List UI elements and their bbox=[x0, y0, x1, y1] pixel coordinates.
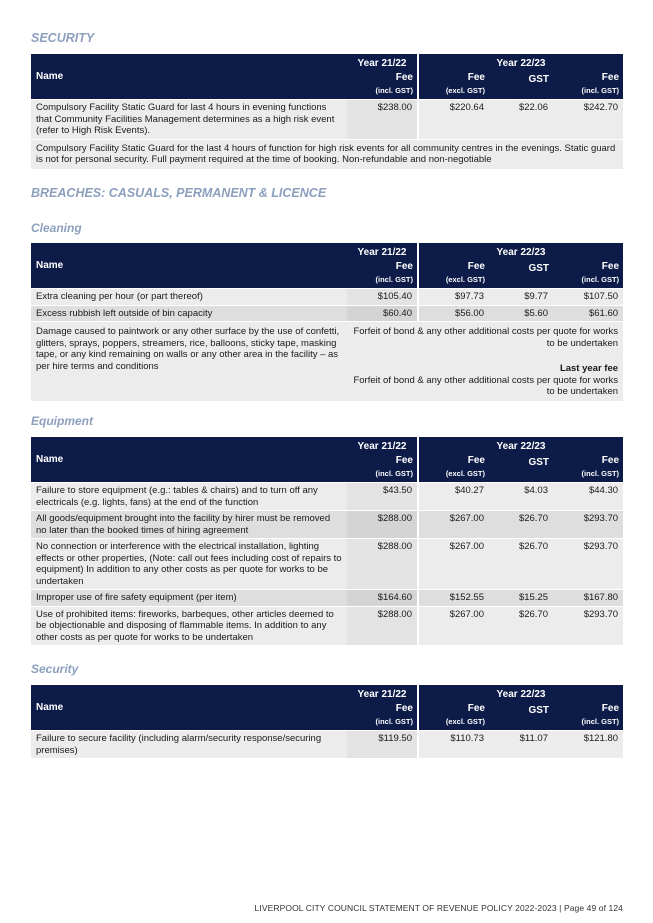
page-footer: LIVERPOOL CITY COUNCIL STATEMENT OF REVENUE POLICY 2022-2023 | Page 49 of 124 bbox=[254, 903, 623, 913]
row-name: Damage caused to paintwork or any other surface by the use of confetti, glitters, sprays, poppers, streamers, rice, balloons, sticky tape, masking tape, or any kind remaining on walls or any other area in the facility – as per hire terms and conditions bbox=[31, 321, 347, 401]
column-header-name: Name bbox=[31, 685, 347, 730]
row-year1-fee: $60.40 bbox=[347, 305, 419, 322]
row-year1-fee: $119.50 bbox=[347, 730, 419, 758]
table-row bbox=[31, 589, 623, 606]
row-year1-fee: $238.00 bbox=[347, 99, 419, 139]
row-name: Failure to secure facility (including alarm/security response/securing premises) bbox=[31, 730, 347, 758]
column-header-year2: Year 22/23 bbox=[419, 243, 623, 260]
row-year1-fee: $105.40 bbox=[347, 288, 419, 305]
row-gst: $22.06 bbox=[489, 99, 553, 139]
row-fee-incl: $44.30 bbox=[553, 482, 623, 510]
column-header-name: Name bbox=[31, 437, 347, 482]
column-header-year2: Year 22/23 bbox=[419, 437, 623, 454]
column-header-year1: Year 21/22 bbox=[347, 437, 419, 454]
column-header-gst: GST bbox=[489, 260, 553, 288]
row-year1-fee: $288.00 bbox=[347, 538, 419, 589]
security-fee-table bbox=[31, 54, 623, 169]
row-fee-excl: $267.00 bbox=[419, 606, 489, 646]
row-name: Excess rubbish left outside of bin capacity bbox=[31, 305, 347, 322]
row-fee-incl: $293.70 bbox=[553, 538, 623, 589]
column-header-fee-incl: Fee (incl. GST) bbox=[347, 71, 419, 99]
table-row bbox=[31, 730, 623, 758]
security-breach-fee-table bbox=[31, 685, 623, 758]
column-header-fee-excl: Fee (excl. GST) bbox=[419, 260, 489, 288]
row-gst: $26.70 bbox=[489, 510, 553, 538]
row-gst: $26.70 bbox=[489, 606, 553, 646]
table-row bbox=[31, 99, 623, 139]
row-fee-excl: $110.73 bbox=[419, 730, 489, 758]
last-year-fee-label: Last year fee bbox=[559, 363, 619, 374]
column-header-fee-incl-2: Fee (incl. GST) bbox=[553, 454, 623, 482]
row-fee-incl: $242.70 bbox=[553, 99, 623, 139]
row-note: Compulsory Facility Static Guard for the last 4 hours of function for high risk events for all community centres in the evenings. Static guard is not for personal security. Full payment required at the time of booking. Non-refundable and non-negotiable bbox=[31, 139, 623, 169]
row-fee-incl: $61.60 bbox=[553, 305, 623, 322]
table-row bbox=[31, 510, 623, 538]
row-forfeit-note bbox=[347, 321, 623, 401]
section-heading-security: SECURITY bbox=[31, 31, 95, 45]
column-header-year1: Year 21/22 bbox=[347, 243, 419, 260]
column-header-fee-incl-2: Fee (incl. GST) bbox=[553, 71, 623, 99]
column-header-year2: Year 22/23 bbox=[419, 54, 623, 71]
row-gst: $5.60 bbox=[489, 305, 553, 322]
column-header-gst: GST bbox=[489, 702, 553, 730]
row-gst: $11.07 bbox=[489, 730, 553, 758]
table-row bbox=[31, 321, 623, 401]
equipment-fee-table bbox=[31, 437, 623, 645]
row-fee-incl: $293.70 bbox=[553, 606, 623, 646]
row-name: All goods/equipment brought into the facility by hirer must be removed no later than the booked times of hiring agreement bbox=[31, 510, 347, 538]
column-header-year2: Year 22/23 bbox=[419, 685, 623, 702]
row-fee-excl: $152.55 bbox=[419, 589, 489, 606]
row-fee-excl: $40.27 bbox=[419, 482, 489, 510]
row-fee-excl: $56.00 bbox=[419, 305, 489, 322]
row-fee-excl: $220.64 bbox=[419, 99, 489, 139]
column-header-fee-incl-2: Fee (incl. GST) bbox=[553, 702, 623, 730]
row-fee-incl: $121.80 bbox=[553, 730, 623, 758]
column-header-fee-excl: Fee (excl. GST) bbox=[419, 71, 489, 99]
table-row bbox=[31, 482, 623, 510]
table-row bbox=[31, 305, 623, 322]
table-note-row bbox=[31, 139, 623, 169]
row-name: No connection or interference with the electrical installation, lighting effects or other properties, (Note: call out fees including cost of repairs to equipment) In addition to any other costs as per quote for works to be undertaken bbox=[31, 538, 347, 589]
column-header-fee-excl: Fee (excl. GST) bbox=[419, 702, 489, 730]
row-gst: $4.03 bbox=[489, 482, 553, 510]
row-fee-incl: $167.80 bbox=[553, 589, 623, 606]
cleaning-fee-table bbox=[31, 243, 623, 401]
row-name: Extra cleaning per hour (or part thereof) bbox=[31, 288, 347, 305]
subheading-equipment: Equipment bbox=[31, 414, 93, 428]
row-fee-incl: $107.50 bbox=[553, 288, 623, 305]
column-header-gst: GST bbox=[489, 454, 553, 482]
row-year1-fee: $164.60 bbox=[347, 589, 419, 606]
forfeit-note-current: Forfeit of bond & any other additional costs per quote for works to be undertaken bbox=[353, 326, 619, 349]
column-header-gst: GST bbox=[489, 71, 553, 99]
column-header-name: Name bbox=[31, 54, 347, 99]
row-gst: $15.25 bbox=[489, 589, 553, 606]
row-gst: $9.77 bbox=[489, 288, 553, 305]
row-fee-excl: $267.00 bbox=[419, 538, 489, 589]
row-year1-fee: $288.00 bbox=[347, 606, 419, 646]
column-header-fee-incl: Fee (incl. GST) bbox=[347, 260, 419, 288]
column-header-year1: Year 21/22 bbox=[347, 685, 419, 702]
column-header-year1: Year 21/22 bbox=[347, 54, 419, 71]
subheading-security: Security bbox=[31, 662, 79, 676]
table-row bbox=[31, 606, 623, 646]
column-header-name: Name bbox=[31, 243, 347, 288]
row-fee-excl: $97.73 bbox=[419, 288, 489, 305]
column-header-fee-incl: Fee (incl. GST) bbox=[347, 702, 419, 730]
forfeit-note-last-year: Forfeit of bond & any other additional costs per quote for works to be undertaken bbox=[353, 374, 619, 397]
row-name: Compulsory Facility Static Guard for last 4 hours in evening functions that Community Facilities Management determines as a high risk event (refer to High Risk Events). bbox=[31, 99, 347, 139]
column-header-fee-incl-2: Fee (incl. GST) bbox=[553, 260, 623, 288]
section-heading-breaches: BREACHES: CASUALS, PERMANENT & LICENCE bbox=[31, 186, 327, 200]
row-name: Use of prohibited items: fireworks, barbeques, other articles deemed to be objectionable and disposing of flammable items. In addition to any other costs as per quote for works to be undertaken bbox=[31, 606, 347, 646]
subheading-cleaning: Cleaning bbox=[31, 221, 82, 235]
column-header-fee-incl: Fee (incl. GST) bbox=[347, 454, 419, 482]
row-fee-incl: $293.70 bbox=[553, 510, 623, 538]
row-name: Improper use of fire safety equipment (per item) bbox=[31, 589, 347, 606]
row-gst: $26.70 bbox=[489, 538, 553, 589]
row-year1-fee: $43.50 bbox=[347, 482, 419, 510]
row-name: Failure to store equipment (e.g.: tables & chairs) and to turn off any electricals (e.g. lights, fans) at the end of the function bbox=[31, 482, 347, 510]
row-fee-excl: $267.00 bbox=[419, 510, 489, 538]
table-row bbox=[31, 288, 623, 305]
row-year1-fee: $288.00 bbox=[347, 510, 419, 538]
table-row bbox=[31, 538, 623, 589]
column-header-fee-excl: Fee (excl. GST) bbox=[419, 454, 489, 482]
